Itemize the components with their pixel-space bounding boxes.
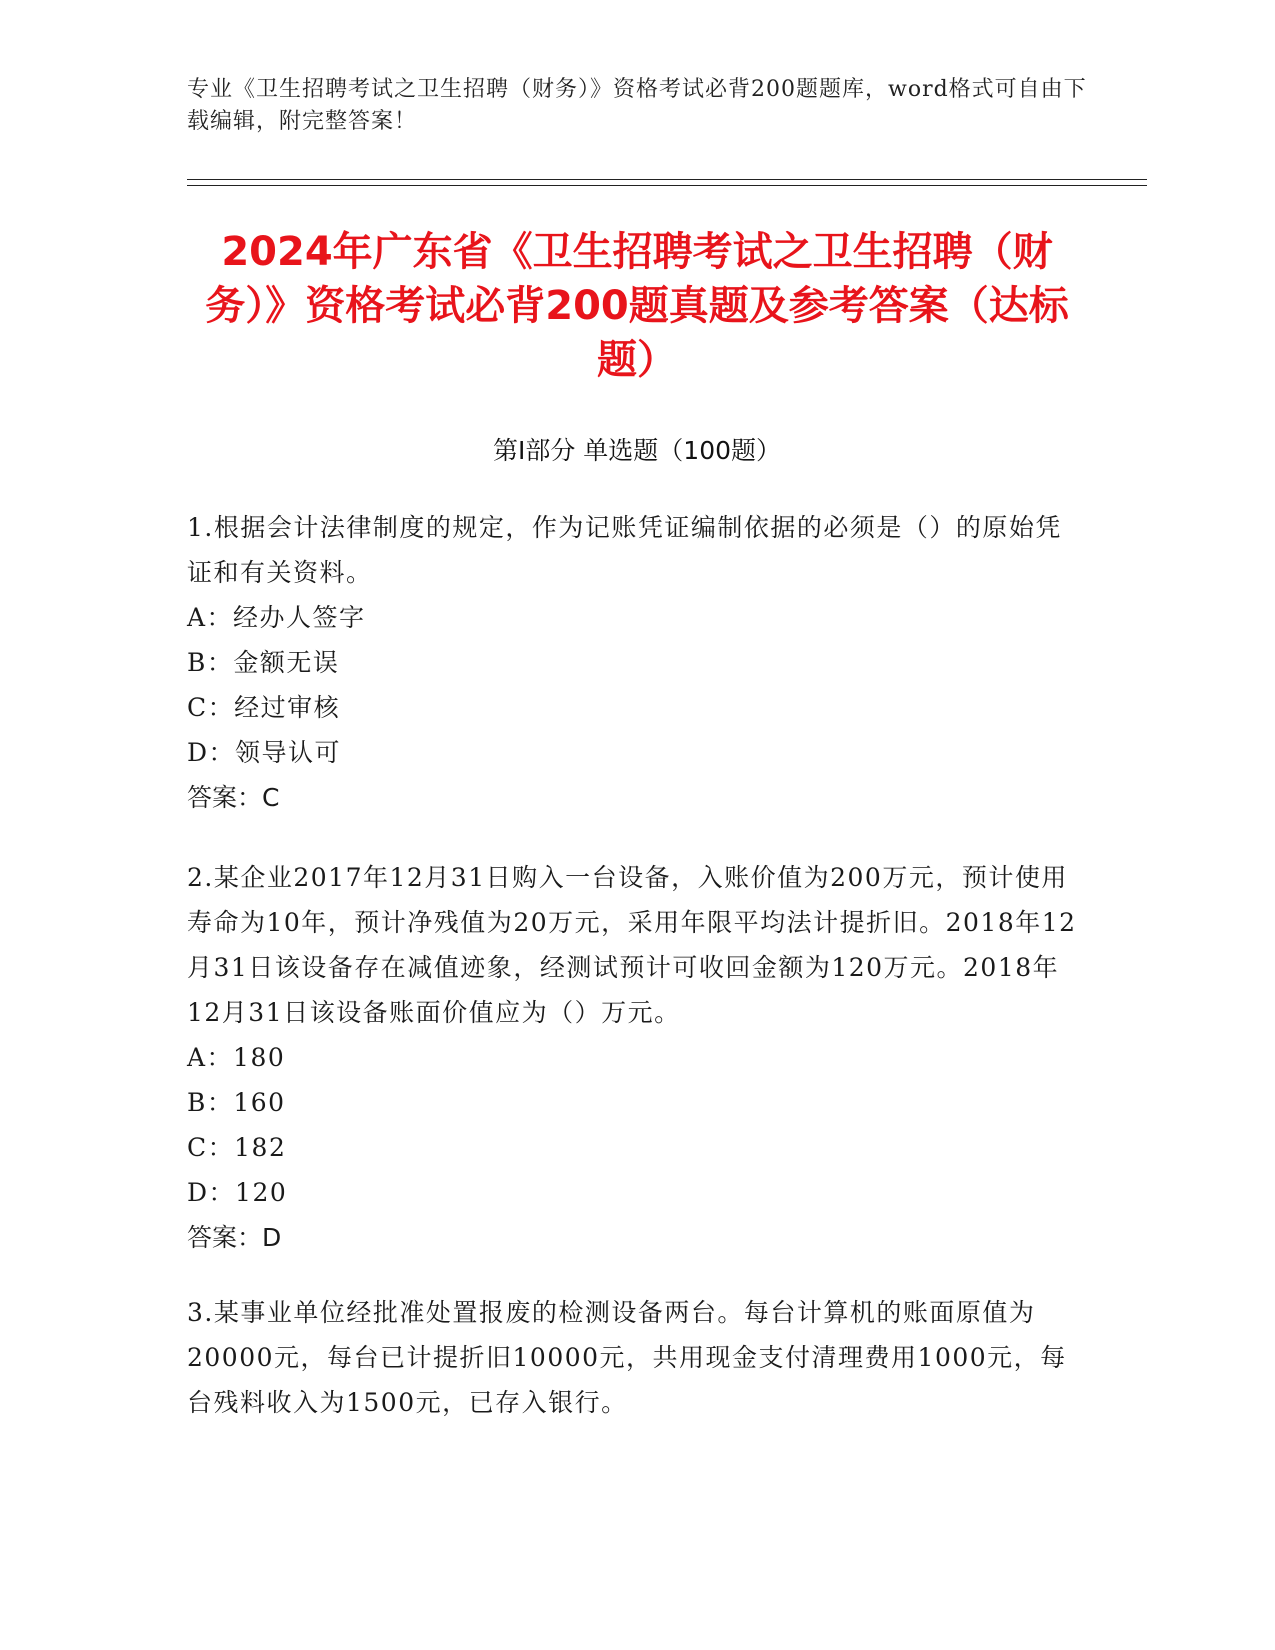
option-d: D：领导认可 (187, 738, 342, 767)
option-b: B：金额无误 (187, 648, 340, 677)
section-title: 第I部分 单选题（100题） (492, 436, 782, 465)
option-a: A：经办人签字 (187, 603, 366, 632)
question-3 (187, 1290, 1077, 1425)
answer: 答案：C (187, 783, 280, 812)
question-stem: 3.某事业单位经批准处置报废的检测设备两台。每台计算机的账面原值为20000元，每台已计提折旧10000元，共用现金支付清理费用1000元，每台残料收入为1500元，已存入银行。 (187, 1298, 1067, 1417)
question-1 (187, 505, 1077, 820)
option-c: C：182 (187, 1133, 287, 1162)
answer: 答案：D (187, 1223, 282, 1252)
header-note: 专业《卫生招聘考试之卫生招聘（财务）》资格考试必背200题题库，word格式可自由下载编辑，附完整答案！ (187, 77, 1087, 134)
header-divider-top (187, 179, 1147, 180)
header-divider-bottom (187, 185, 1147, 186)
question-2 (187, 855, 1077, 1260)
option-c: C：经过审核 (187, 693, 341, 722)
option-a: A：180 (187, 1043, 286, 1072)
document-title: 2024年广东省《卫生招聘考试之卫生招聘（财务）》资格考试必背200题真题及参考答案（达标题） (205, 229, 1069, 383)
question-stem: 2.某企业2017年12月31日购入一台设备，入账价值为200万元，预计使用寿命为10年，预计净残值为20万元，采用年限平均法计提折旧。2018年12月31日该设备存在减值迹象，经测试预计可收回金额为120万元。2018年12月31日该设备账面价值应为（）万元。 (187, 863, 1077, 1027)
option-b: B：160 (187, 1088, 286, 1117)
option-d: D：120 (187, 1178, 288, 1207)
question-stem: 1.根据会计法律制度的规定，作为记账凭证编制依据的必须是（）的原始凭证和有关资料。 (187, 513, 1062, 587)
